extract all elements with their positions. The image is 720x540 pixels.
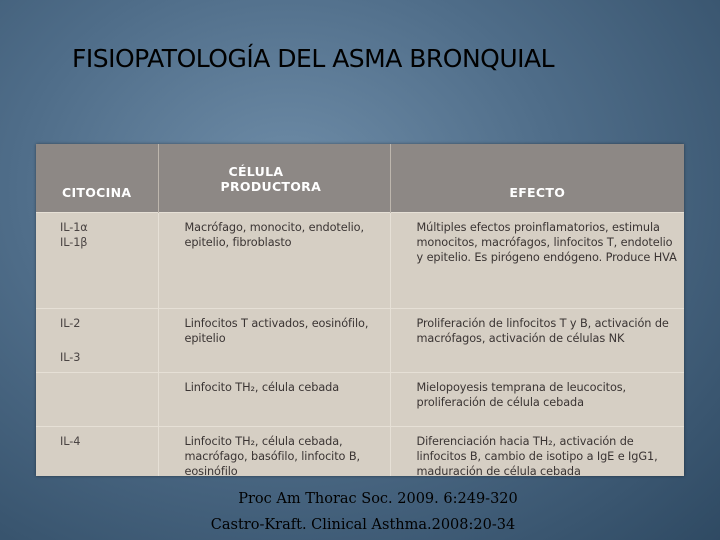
cytokine-name: IL-2 <box>60 317 81 330</box>
cytokine-cell <box>36 427 158 477</box>
reference-2: Castro-Kraft. Clinical Asthma.2008:20-34 <box>210 517 516 533</box>
cytokine-cell <box>36 373 158 427</box>
table-row <box>36 213 684 309</box>
cytokine-cell <box>36 213 158 309</box>
header-cytokine: CITOCINA <box>36 144 158 213</box>
table-row <box>36 309 684 373</box>
table-header-row <box>36 144 684 213</box>
cytokine-cell <box>36 309 158 373</box>
references <box>0 486 720 538</box>
header-producing-cell <box>158 144 390 213</box>
cytokine-name: IL-4 <box>60 435 81 448</box>
table-row <box>36 373 684 427</box>
producing-cell: Linfocito TH₂, célula cebada <box>158 373 390 427</box>
producing-cell: Macrófago, monocito, endotelio, epitelio, fibroblasto <box>158 213 390 309</box>
effect-cell: Proliferación de linfocitos T y B, activación de macrófagos, activación de células NK <box>390 309 684 373</box>
cytokine-table-image <box>36 144 684 476</box>
effect-cell: Múltiples efectos proinflamatorios, estimula monocitos, macrófagos, linfocitos T, endotelio y epitelio. Es pirógeno endógeno. Produce HVA <box>390 213 684 309</box>
cytokine-table <box>36 144 684 476</box>
header-cell-line2: PRODUCTORA <box>220 179 322 194</box>
table-row <box>36 427 684 477</box>
cytokine-name: IL-1β <box>60 236 88 249</box>
reference-1: Proc Am Thorac Soc. 2009. 6:249-320 <box>238 491 518 507</box>
slide-title: FISIOPATOLOGÍA DEL ASMA BRONQUIAL <box>72 44 555 73</box>
cytokine-name: IL-3 <box>60 351 81 364</box>
cytokine-name: IL-1α <box>60 221 88 234</box>
effect-cell: Diferenciación hacia TH₂, activación de linfocitos B, cambio de isotipo a IgE e IgG1, maduración de célula cebada <box>390 427 684 477</box>
header-cell-line1: CÉLULA <box>228 164 284 179</box>
header-effect: EFECTO <box>390 144 684 213</box>
effect-cell: Mielopoyesis temprana de leucocitos, proliferación de célula cebada <box>390 373 684 427</box>
producing-cell: Linfocito TH₂, célula cebada, macrófago, basófilo, linfocito B, eosinófilo <box>158 427 390 477</box>
producing-cell: Linfocitos T activados, eosinófilo, epitelio <box>158 309 390 373</box>
